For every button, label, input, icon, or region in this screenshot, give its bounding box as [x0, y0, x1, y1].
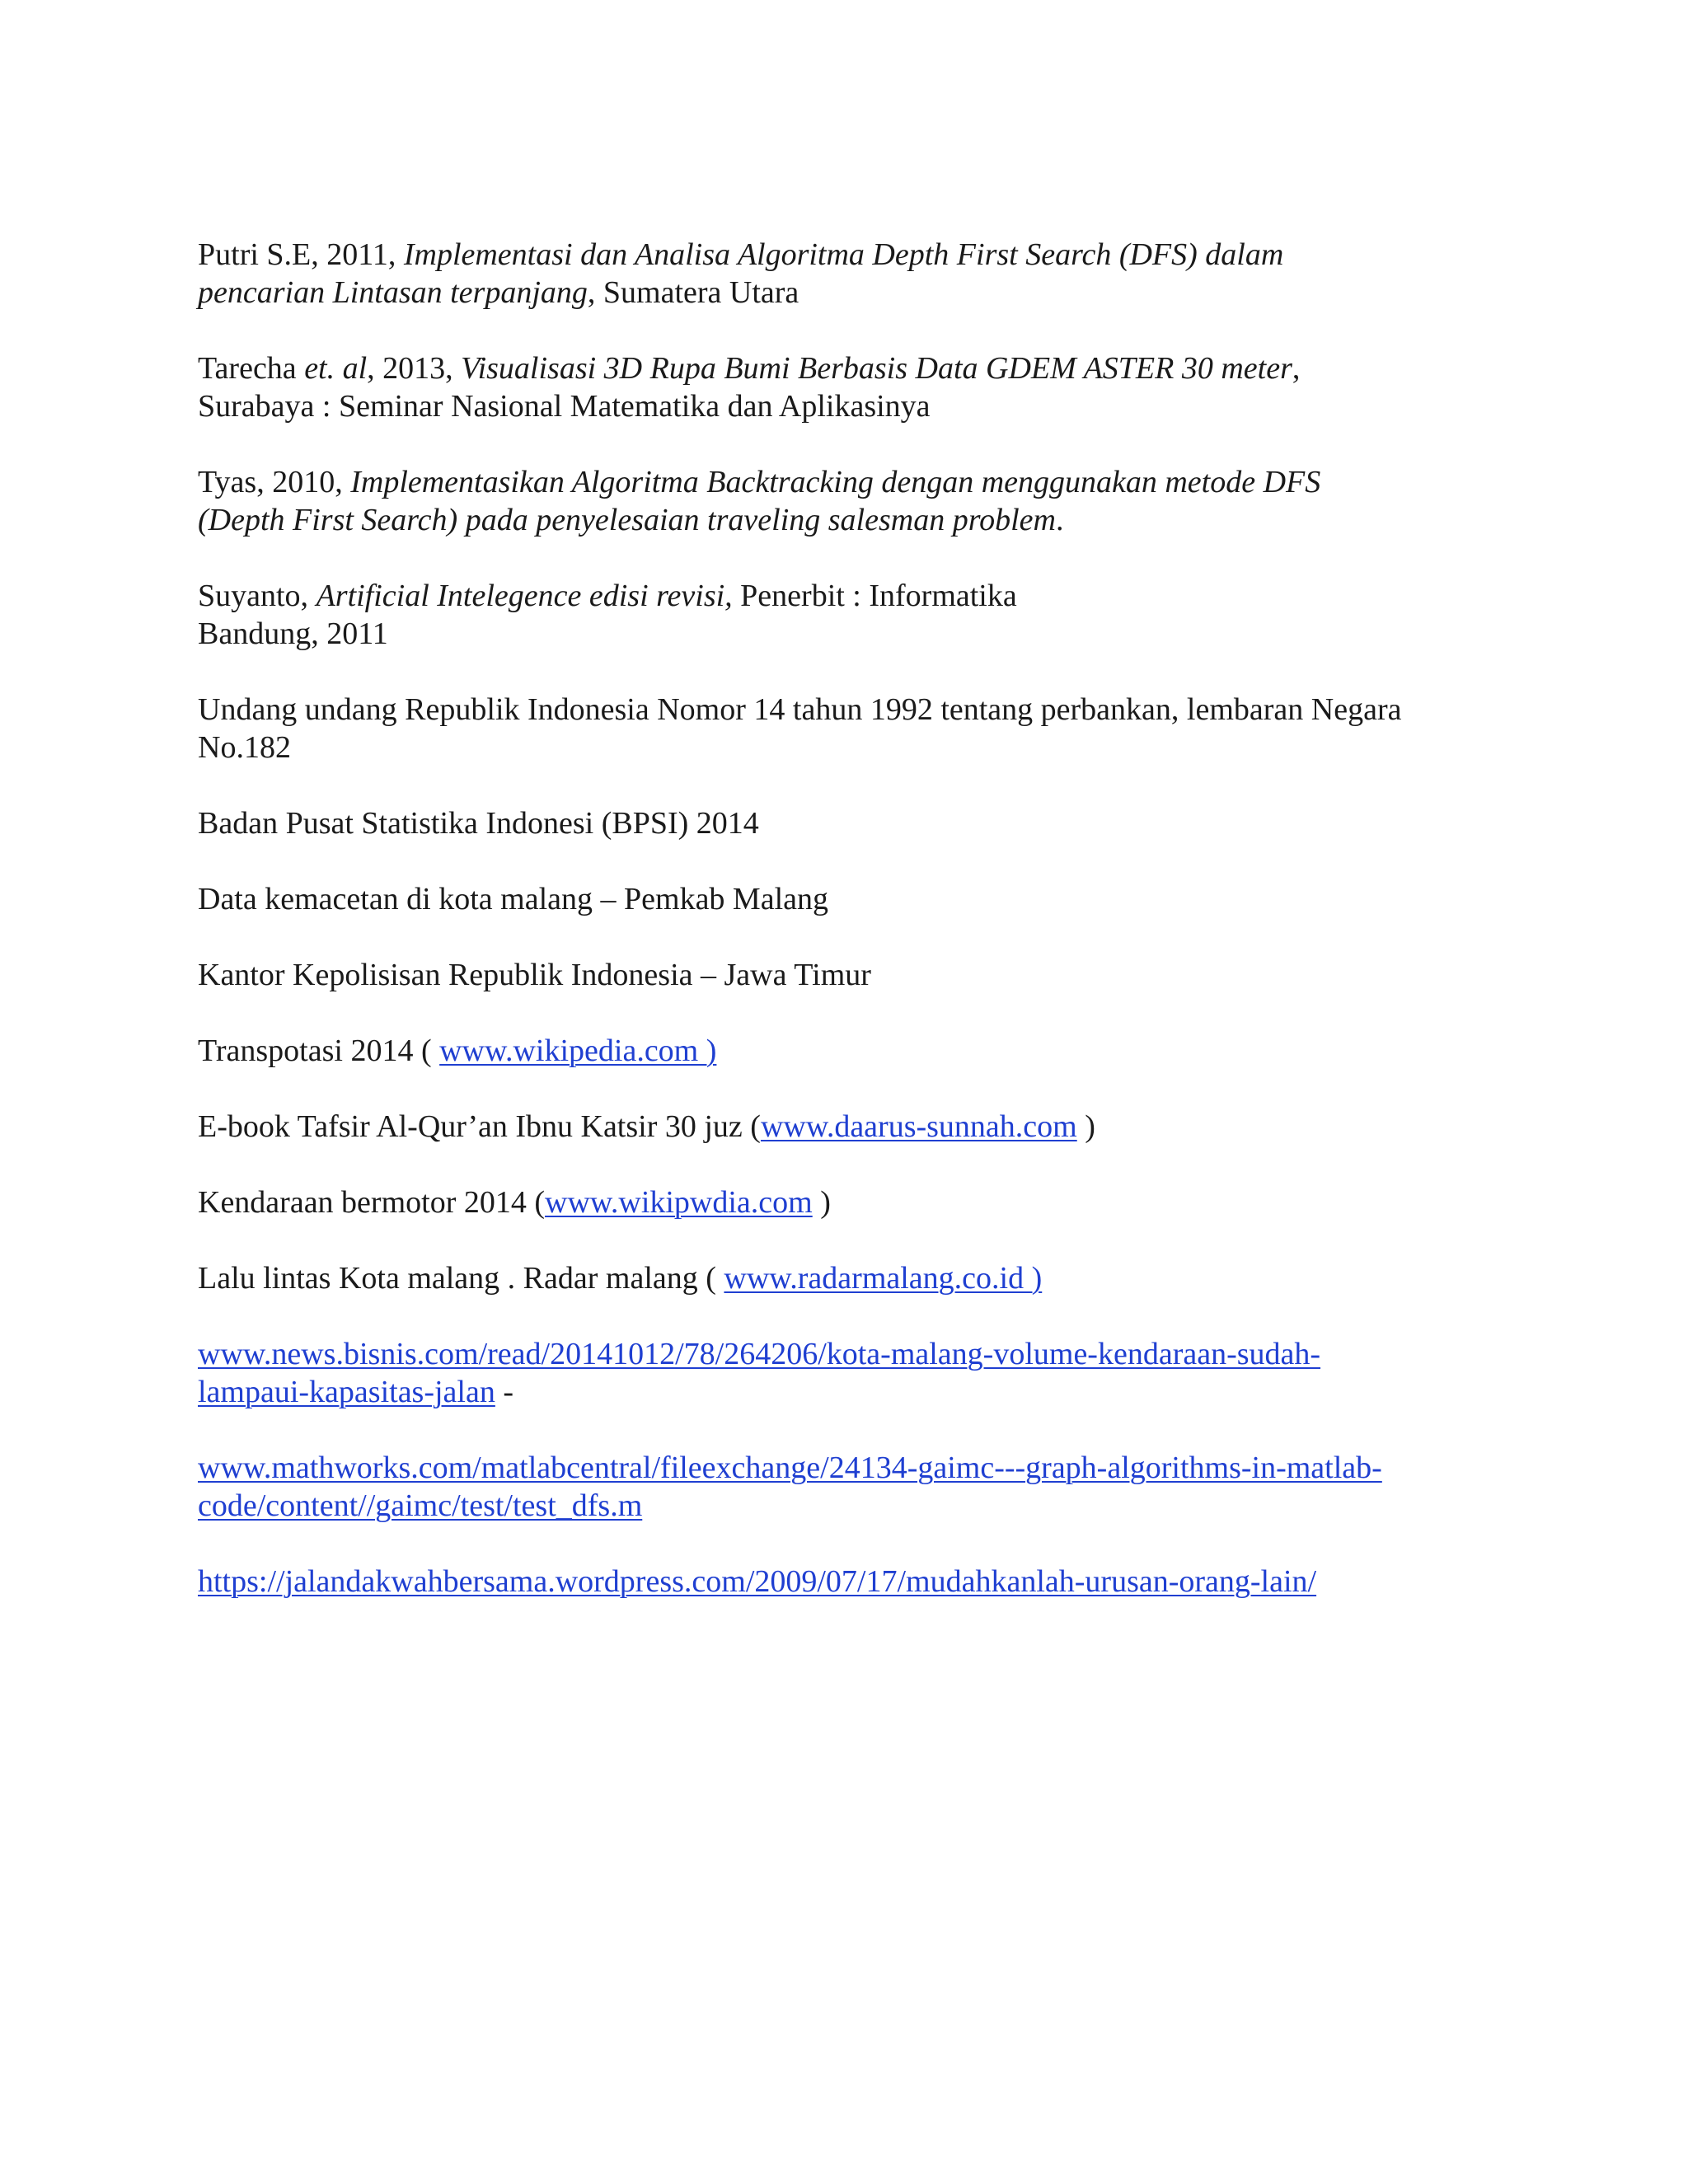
reference-link[interactable]: https://jalandakwahbersama.wordpress.com/2009/07/17/mudahkanlah-urusan-orang-lain/	[198, 1564, 1317, 1599]
reference-author: Tarecha	[198, 351, 305, 386]
reference-item	[198, 236, 1517, 312]
reference-list	[198, 236, 1517, 1638]
reference-continuation	[198, 1373, 1517, 1411]
reference-item	[198, 1108, 1517, 1146]
reference-etal: et. al	[304, 351, 368, 386]
reference-item	[198, 956, 1517, 994]
reference-link[interactable]: www.wikipedia.com )	[439, 1033, 717, 1068]
reference-item	[198, 463, 1517, 539]
reference-title: Implementasi dan Analisa Algoritma Depth First Search (DFS) dalam	[403, 237, 1284, 272]
reference-link[interactable]: www.wikipwdia.com	[545, 1185, 813, 1220]
reference-continuation	[198, 1487, 1517, 1525]
reference-text: Lalu lintas Kota malang . Radar malang (	[198, 1261, 724, 1296]
reference-item	[198, 577, 1517, 653]
reference-item	[198, 880, 1517, 918]
reference-title-continued: pencarian Lintasan terpanjang	[198, 275, 588, 310]
reference-link-continued[interactable]: code/content//gaimc/test/test_dfs.m	[198, 1488, 643, 1523]
reference-text: Data kemacetan di kota malang – Pemkab Malang	[198, 882, 829, 916]
reference-link-continued[interactable]: lampaui-kapasitas-jalan	[198, 1375, 495, 1409]
reference-text-continued: No.182	[198, 730, 291, 765]
reference-text: E-book Tafsir Al-Qur’an Ibnu Katsir 30 juz (	[198, 1109, 761, 1144]
reference-continuation	[198, 274, 1517, 312]
reference-period: .	[1055, 503, 1064, 537]
reference-link[interactable]: www.mathworks.com/matlabcentral/fileexchange/24134-gaimc---graph-algorithms-in-matlab-	[198, 1451, 1382, 1485]
reference-item	[198, 691, 1517, 766]
reference-comma: ,	[1292, 351, 1301, 386]
reference-item	[198, 349, 1517, 425]
reference-title: Visualisasi 3D Rupa Bumi Berbasis Data GDEM ASTER 30 meter	[461, 351, 1292, 386]
reference-link[interactable]: www.daarus-sunnah.com	[760, 1109, 1077, 1144]
reference-text: Badan Pusat Statistika Indonesi (BPSI) 2014	[198, 806, 759, 841]
reference-author: Suyanto,	[198, 579, 316, 613]
reference-city-year: Bandung, 2011	[198, 616, 388, 651]
reference-text: Kantor Kepolisisan Republik Indonesia – Jawa Timur	[198, 958, 871, 992]
reference-publisher: Surabaya : Seminar Nasional Matematika dan Aplikasinya	[198, 389, 931, 424]
reference-suffix: )	[1076, 1109, 1095, 1144]
reference-item	[198, 1259, 1517, 1297]
reference-link[interactable]: www.news.bisnis.com/read/20141012/78/264206/kota-malang-volume-kendaraan-sudah-	[198, 1337, 1321, 1371]
reference-title: Artificial Intelegence edisi revisi,	[316, 579, 733, 613]
reference-year: , 2013,	[367, 351, 462, 386]
reference-continuation	[198, 501, 1517, 539]
reference-publisher: , Sumatera Utara	[587, 275, 799, 310]
reference-link[interactable]: www.radarmalang.co.id )	[724, 1261, 1043, 1296]
reference-title: Implementasikan Algoritma Backtracking dengan menggunakan metode DFS	[350, 465, 1321, 499]
reference-item	[198, 1183, 1517, 1221]
reference-suffix: )	[812, 1185, 831, 1220]
reference-item	[198, 804, 1517, 842]
reference-item	[198, 1032, 1517, 1070]
reference-text: Undang undang Republik Indonesia Nomor 14 tahun 1992 tentang perbankan, lembaran Negara	[198, 692, 1402, 727]
reference-suffix: -	[495, 1375, 514, 1409]
reference-author: Tyas, 2010,	[198, 465, 351, 499]
reference-text: Transpotasi 2014 (	[198, 1033, 440, 1068]
reference-text: Kendaraan bermotor 2014 (	[198, 1185, 546, 1220]
reference-item	[198, 1449, 1517, 1525]
reference-item	[198, 1563, 1517, 1601]
reference-title-continued: (Depth First Search) pada penyelesaian traveling salesman problem	[198, 503, 1056, 537]
reference-publisher: Penerbit : Informatika	[732, 579, 1017, 613]
reference-item	[198, 1335, 1517, 1411]
reference-author: Putri S.E, 2011,	[198, 237, 404, 272]
